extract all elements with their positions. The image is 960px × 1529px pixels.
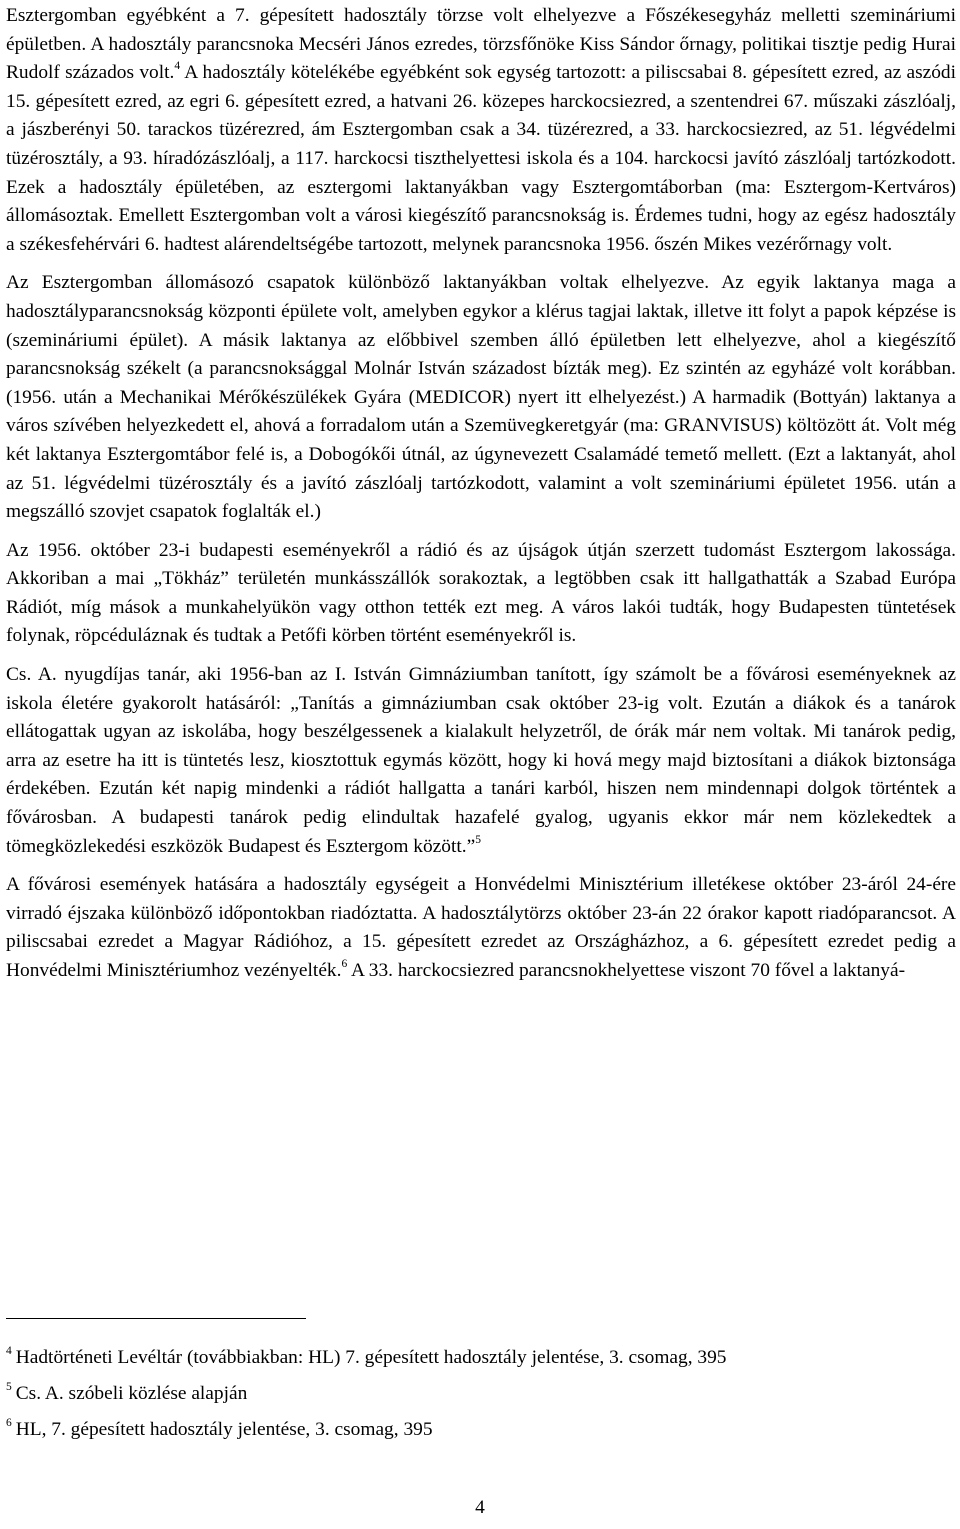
footnote-4 [6,1347,956,1369]
footnote-6 [6,1419,956,1441]
footnotes [6,1347,956,1455]
paragraph-2-text: Az Esztergomban állomásozó csapatok különböző laktanyákban voltak elhelyezve. Az egyik laktanya maga a hadosztályparancsnokság központi épülete volt, amelyben egykor a klérus tagjai laktak, illetve itt folyt a papok képzése is (szemináriumi épület). A másik laktanya az előbbivel szemben álló épületben lett elhelyezve, ahol a kiegészítő parancsnokság székelt (a parancsnoksággal Molnár István századost bízták meg). Ez szintén az egyházé volt korábban. (1956. után a Mechanikai Mérőkészülékek Gyára (MEDICOR) nyert itt elhelyezést.) A harmadik (Bottyán) laktanya a város szívében helyezkedett el, ahová a forradalom után a Szemüvegkeretgyár (ma: GRANVISUS) költözött át. Volt még két laktanya Esztergomtábor felé is, a Dobogókői útnál, az úgynevezett Csalamádé temető mellett. (Ezt a laktanyát, ahol az 51. légvédelmi tüzérosztály és a javító zászlóalj tartózkodott, valamint a volt szemináriumi épületet 1956. után a megszálló szovjet csapatok foglalták el.) [6,272,956,523]
paragraph-4 [6,661,956,861]
paragraph-1-text-b: A hadosztály kötelékébe egyébként sok egység tartozott: a piliscsabai 8. gépesített ezred, az aszódi 15. gépesített ezred, az egri 6. gépesített ezred, a hatvani 26. közepes harckocsiezred, a szentendrei 67. műszaki zászlóalj, a jászberényi 50. tarackos tüzérezred, ám Esztergomban csak a 34. tüzérezred, a 33. harckocsiezred, az 51. légvédelmi tüzérosztály, a 93. híradózászlóalj, a 117. harckocsi tiszthelyettesi iskola és a 104. harckocsi javító zászlóalj tartózkodott. Ezek a hadosztály épületében, az esztergomi laktanyákban vagy Esztergomtáborban (ma: Esztergom-Kertváros) állomásoztak. Emellett Esztergomban volt a városi kiegészítő parancsnokság is. Érdemes tudni, hogy az egész hadosztály a székesfehérvári 6. hadtest alárendeltségébe tartozott, melynek parancsnoka 1956. őszén Mikes vezérőrnagy volt. [6,62,956,255]
footnote-separator [6,1318,306,1319]
paragraph-2 [6,269,956,526]
paragraph-3 [6,537,956,651]
footnote-ref-6[interactable]: 6 [341,958,348,970]
paragraph-3-text: Az 1956. október 23-i budapesti eseményekről a rádió és az újságok útján szerzett tudomást Esztergom lakossága. Akkoriban a mai „Tökház” területén munkásszállók sorakoztak, a legtöbben csak itt hallgathatták a Szabad Európa Rádiót, míg mások a munkahelyükön vagy otthon tették ezt meg. A város lakói tudták, hogy Budapesten tüntetések folynak, röpcéduláznak és tudtak a Petőfi körben történt eseményekről is. [6,539,956,647]
paragraph-4-text: Cs. A. nyugdíjas tanár, aki 1956-ban az I. István Gimnáziumban tanított, így számolt be a fővárosi eseményeknek az iskola életére gyakorolt hatásáról: „Tanítás a gimnáziumban csak október 23-ig volt. Ezután a diákok és a tanárok ellátogattak ugyan az iskolába, hogy beszélgessenek a kialakult helyzetről, de órák már nem voltak. Mi tanárok pedig, arra az esetre ha itt is tüntetés lesz, kiosztottuk egymás között, hogy ki hová megy majd biztosítani a diákok biztonsága érdekében. Ezután két napig mindenki a rádiót hallgatta a tanári karból, hiszen nem mindennapi dolgok történtek a fővárosban. A budapesti tanárok pedig elindultak hazafelé gyalog, ugyanis ekkor már nem közlekedtek a tömegközlekedési eszközök Budapest és Esztergom között.” [6,664,956,857]
footnote-number: 4 [6,1345,12,1357]
footnote-ref-5[interactable]: 5 [475,833,481,846]
footnote-5 [6,1383,956,1405]
footnote-text: Hadtörténeti Levéltár (továbbiakban: HL) 7. gépesített hadosztály jelentése, 3. csomag, 395 [15,1347,727,1368]
footnote-number: 6 [6,1417,12,1429]
paragraph-5-text-b: A 33. harckocsiezred parancsnokhelyettese viszont 70 fővel a laktanyá- [347,960,906,981]
document-page [6,2,956,986]
footnote-text: HL, 7. gépesített hadosztály jelentése, 3. csomag, 395 [15,1419,433,1440]
paragraph-1 [6,2,956,259]
footnote-ref-4[interactable]: 4 [174,60,181,73]
paragraph-5 [6,871,956,985]
footnote-number: 5 [6,1381,12,1393]
footnote-text: Cs. A. szóbeli közlése alapján [15,1383,248,1404]
paragraph-5-text-a: A fővárosi események hatására a hadosztály egységeit a Honvédelmi Minisztérium illetékese október 23-áról 24-ére virradó éjszaka különböző időpontokban riadóztatta. A hadosztálytörzs október 23-án 22 órakor kapott riadóparancsot. A piliscsabai ezredet a Magyar Rádióhoz, a 15. gépesített ezredet az Országházhoz, a 6. gépesített ezredet pedig a Honvédelmi Minisztériumhoz vezényelték. [6,874,956,981]
paragraph-1-text-a: Esztergomban egyébként a 7. gépesített hadosztály törzse volt elhelyezve a Főszékesegyház melletti szemináriumi épületben. A hadosztály parancsnoka Mecséri János ezredes, törzsfőnöke Kiss Sándor őrnagy, politikai tisztje pedig Hurai Rudolf százados volt. [6,5,956,84]
page-number: 4 [475,1497,485,1518]
